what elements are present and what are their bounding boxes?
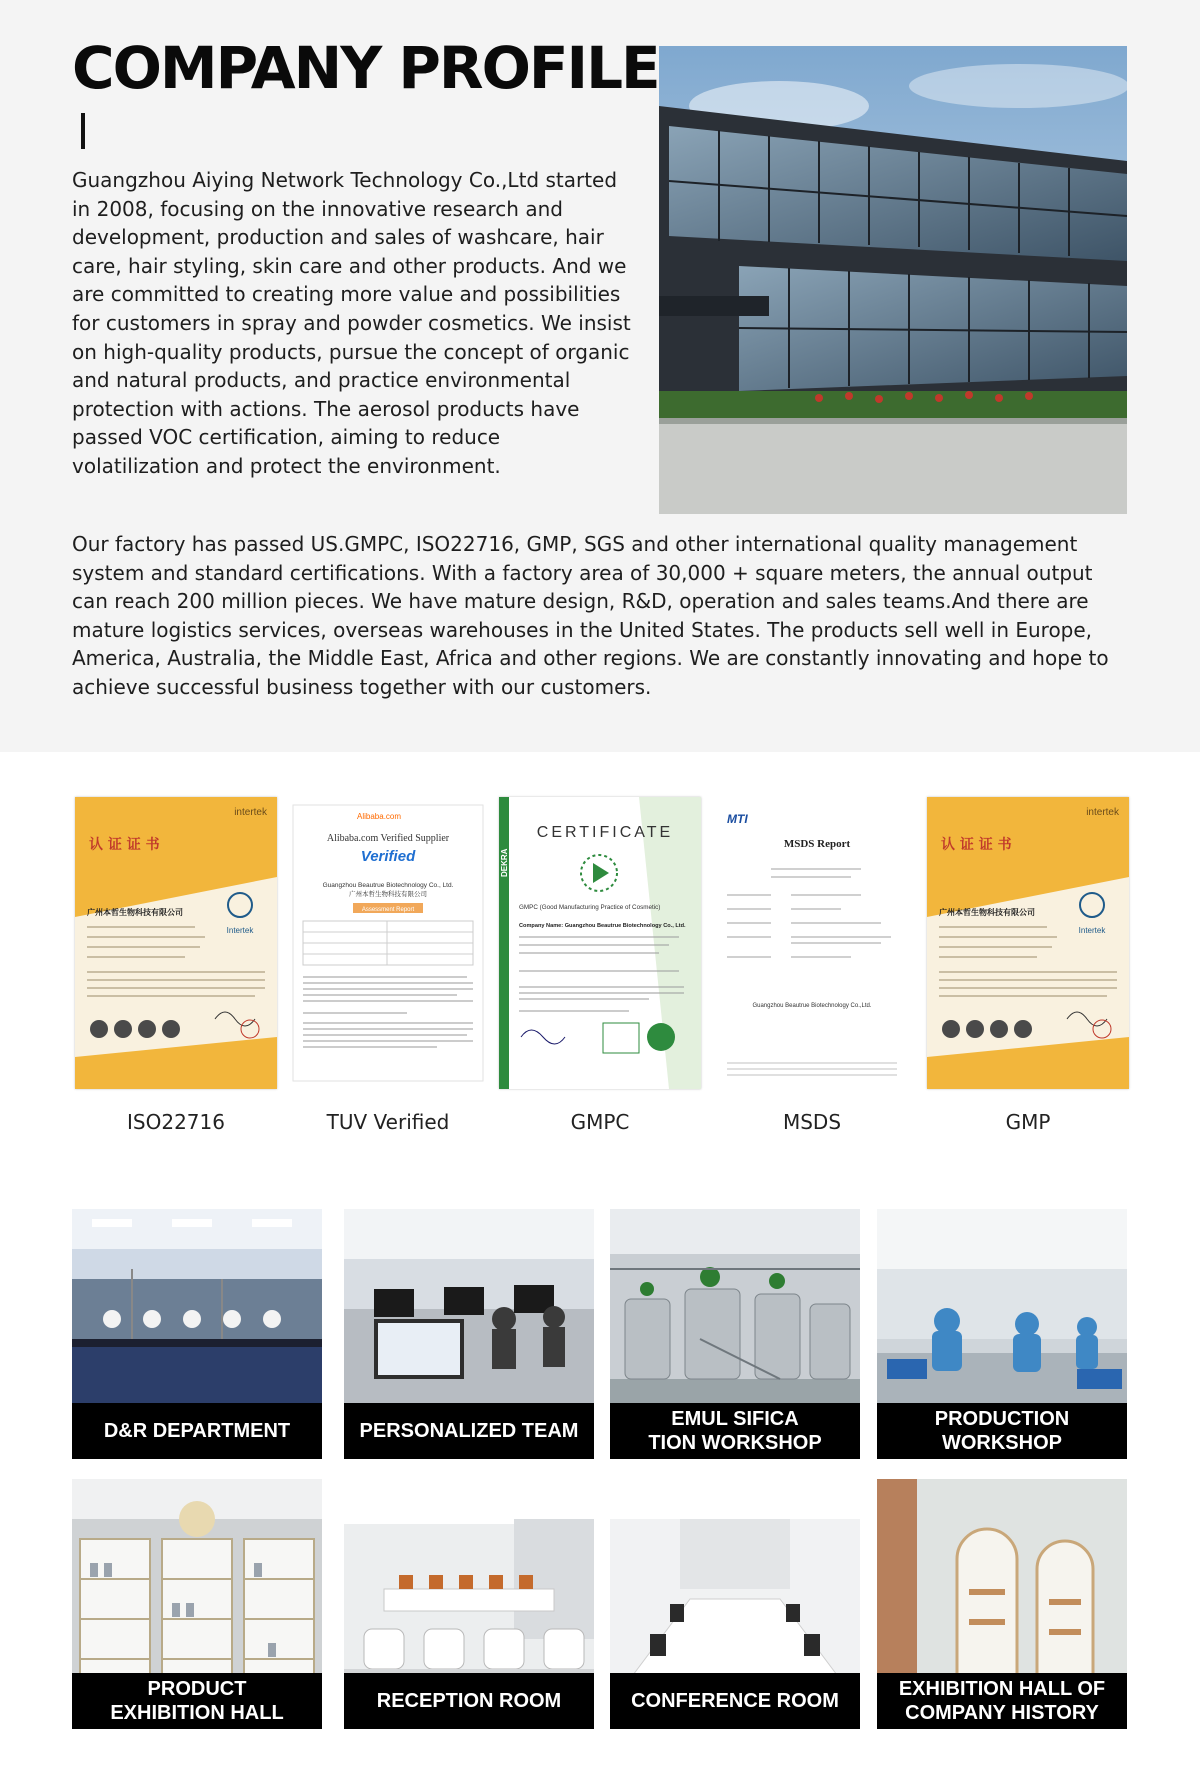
company-profile-section: [0, 0, 1200, 752]
certificate-heading: 认 证 证 书: [89, 837, 160, 853]
facility-tile-production-workshop: [877, 1209, 1127, 1459]
certificate-company: Company Name: Guangzhou Beautrue Biotechnology Co., Ltd.: [519, 923, 686, 929]
facility-caption: CONFERENCE ROOM: [610, 1673, 860, 1729]
certificate-company-cn: 广州本哲生物科技有限公司: [349, 890, 427, 898]
facility-tile-conference-room: [610, 1479, 860, 1729]
cert-label-gmpc: GMPC: [570, 1110, 630, 1134]
factory-building-photo: [659, 46, 1127, 514]
certificate-company: 广州本哲生物科技有限公司: [87, 908, 183, 917]
facility-caption: PERSONALIZED TEAM: [344, 1403, 594, 1459]
page-title: COMPANY PROFILE: [72, 34, 659, 102]
cert-label-gmp: GMP: [1005, 1110, 1051, 1134]
facility-caption: PRODUCT EXHIBITION HALL: [72, 1673, 322, 1729]
certificates-section: [0, 752, 1200, 1134]
certificate-company: Guangzhou Beautrue Biotechnology Co.,Ltd.: [752, 1003, 872, 1009]
cert-label-iso22716: ISO22716: [127, 1110, 225, 1134]
alibaba-logo: Alibaba.com: [357, 812, 402, 821]
tuv-verified-certificate-image: [287, 797, 489, 1089]
intertek-logo: intertek: [1086, 807, 1119, 818]
certificate-heading: CERTIFICATE: [536, 824, 674, 841]
facility-tile-reception-room: [344, 1479, 594, 1729]
certificate-company: Guangzhou Beautrue Biotechnology Co., Ltd.: [322, 882, 454, 889]
gmpc-certificate-image: [499, 797, 701, 1089]
intertek-seal: Intertek: [226, 926, 254, 935]
intertek-logo: intertek: [234, 807, 267, 818]
facility-tile-company-history-hall: [877, 1479, 1127, 1729]
title-divider: [81, 113, 85, 149]
facility-tile-emulsification-workshop: [610, 1209, 860, 1459]
facility-tile-personalized-team: [344, 1209, 594, 1459]
dekra-logo: DEKRA: [500, 848, 509, 877]
facility-caption: RECEPTION ROOM: [344, 1673, 594, 1729]
facility-tile-rd-department: [72, 1209, 322, 1459]
mti-logo: MTI: [727, 812, 748, 826]
iso22716-certificate-image: [75, 797, 277, 1089]
certificate-heading: MSDS Report: [783, 838, 851, 850]
certificate-heading: 认 证 证 书: [941, 837, 1012, 853]
facility-caption: PRODUCTION WORKSHOP: [877, 1403, 1127, 1459]
msds-report-image: [711, 797, 913, 1089]
facility-caption: EXHIBITION HALL OF COMPANY HISTORY: [877, 1673, 1127, 1729]
intertek-seal: Intertek: [1078, 926, 1106, 935]
certificate-heading: Alibaba.com Verified Supplier: [326, 833, 450, 844]
verified-badge: Verified: [360, 848, 416, 865]
certificate-standard: GMPC (Good Manufacturing Practice of Cosmetic): [519, 904, 661, 911]
facility-tile-product-exhibition-hall: [72, 1479, 322, 1729]
facility-caption: D&R DEPARTMENT: [72, 1403, 322, 1459]
cert-label-msds: MSDS: [782, 1110, 842, 1134]
certificate-company: 广州本哲生物科技有限公司: [939, 908, 1035, 917]
factory-description-text: Our factory has passed US.GMPC, ISO22716, GMP, SGS and other international quality management system and standard certifications. With a factory area of 30,000 + square meters, the annual output can reach 200 million pieces. We have mature design, R&D, operation and sales teams.And there are mature logistics services, overseas warehouses in the United States. The products sell well in Europe, America, Australia, the Middle East, Africa and other regions. We are constantly innovating and hope to achieve successful business together with our customers.: [72, 532, 1109, 699]
facility-caption: EMUL SIFICA TION WORKSHOP: [610, 1403, 860, 1459]
cert-label-tuv-verified: TUV Verified: [326, 1110, 450, 1134]
assessment-report-tab: Assessment Report: [361, 907, 415, 913]
gmp-certificate-image: [927, 797, 1129, 1089]
company-intro-text: Guangzhou Aiying Network Technology Co.,Ltd started in 2008, focusing on the innovative research and development, production and sales of washcare, hair care, hair styling, skin care and other products. And we are committed to creating more value and possibilities for customers in spray and powder cosmetics. We insist on high-quality products, pursue the concept of organic and natural products, and practice environmental protection with actions. The aerosol products have passed VOC certification, aiming to reduce volatilization and protect the environment.: [72, 168, 631, 478]
